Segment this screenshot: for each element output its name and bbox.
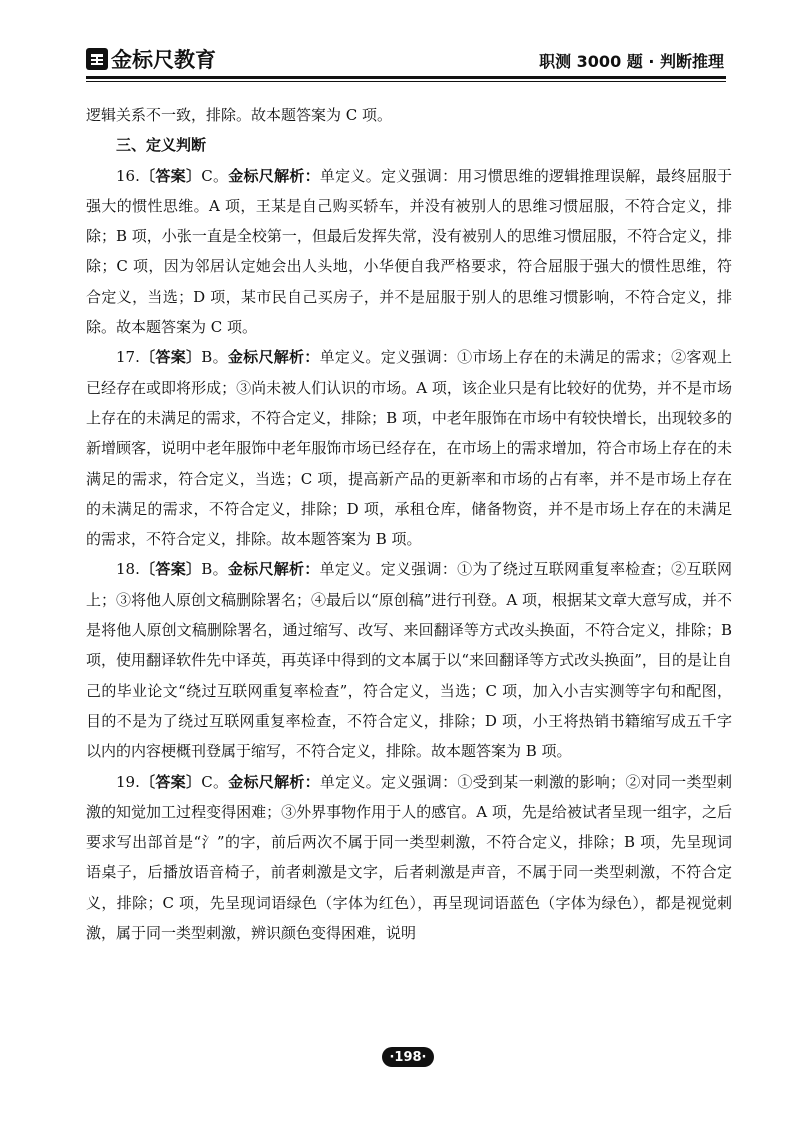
publisher-logo: [86, 46, 216, 72]
question-number: 18.: [116, 560, 140, 579]
page-number: ·198·: [382, 1047, 434, 1067]
question-number: 19.: [116, 772, 140, 791]
logo-text: 金标尺教育: [111, 48, 216, 72]
answer-value: C。: [201, 772, 229, 791]
answer-17: [86, 342, 732, 554]
analysis-text: 单定义。定义强调：①为了绕过互联网重复率检查；②互联网上；③将他人原创文稿删除署名；④最后以“原创稿”进行刊登。A 项，根据某文章大意写成，并不是将他人原创文稿删除署名，通过缩写、改写、来回翻译等方式改头换面，不符合定义，排除；B 项，使用翻译软件先中译英，再英译中得到的文本属于以“来回翻译等方式改头换面”，目的是让自己的毕业论文“绕过互联网重复率检查”，符合定义，当选；C 项，加入小吉实测等字句和配图，目的不是为了绕过互联网重复率检查，不符合定义，排除；D 项，小王将热销书籍缩写成五千字以内的内容梗概刊登属于缩写，不符合定义，排除。故本题答案为 B 项。: [86, 560, 732, 761]
answer-16: [86, 161, 732, 343]
analysis-text: 单定义。定义强调：①受到某一刺激的影响；②对同一类型刺激的知觉加工过程变得困难；③外界事物作用于人的感官。A 项，先是给被试者呈现一组字，之后要求写出部首是“氵”的字，前后两次不属于同一类型刺激，不符合定义，排除；B 项，先呈现词语桌子，后播放语音椅子，前者刺激是文字，后者刺激是声音，不属于同一类型刺激，不符合定义，排除；C 项，先呈现词语绿色（字体为红色），再呈现词语蓝色（字体为绿色），都是视觉刺激，属于同一类型刺激，辨识颜色变得困难，说明: [86, 772, 732, 943]
section-heading: 三、定义判断: [116, 136, 207, 155]
analysis-label: 金标尺解析：: [228, 166, 320, 185]
page-content: [86, 100, 732, 948]
answer-value: B。: [201, 348, 228, 367]
answer-label: 〔答案〕: [139, 560, 202, 579]
header-rule: [86, 76, 726, 79]
answer-value: B。: [201, 560, 228, 579]
analysis-text: 单定义。定义强调：用习惯思维的逻辑推理误解，最终屈服于强大的惯性思维。A 项，王某是自己购买轿车，并没有被别人的思维习惯屈服，不符合定义，排除；B 项，小张一直是全校第一，但最后发挥失常，没有被别人的思维习惯屈服，不符合定义，排除；C 项，因为邻居认定她会出人头地，小华便自我严格要求，符合屈服于强大的惯性思维，符合定义，当选；D 项，某市民自己买房子，并不是屈服于别人的思维习惯影响，不符合定义，排除。故本题答案为 C 项。: [86, 166, 732, 337]
answer-19: [86, 767, 732, 949]
page-header: [86, 40, 726, 80]
logo-ruler-icon: [86, 48, 108, 70]
question-number: 17.: [116, 348, 140, 367]
answer-label: 〔答案〕: [139, 348, 202, 367]
answer-18: [86, 554, 732, 766]
analysis-text: 单定义。定义强调：①市场上存在的未满足的需求；②客观上已经存在或即将形成；③尚未被人们认识的市场。A 项，该企业只是有比较好的优势，并不是市场上存在的未满足的需求，不符合定义，排除；B 项，中老年服饰在市场中有较快增长，出现较多的新增顾客，说明中老年服饰中老年服饰市场已经存在，在市场上的需求增加，符合市场上存在的未满足的需求，符合定义，当选；C 项，提高新产品的更新率和市场的占有率，并不是市场上存在的未满足的需求，不符合定义，排除；D 项，承租仓库，储备物资，并不是市场上存在的未满足的需求，不符合定义，排除。故本题答案为 B 项。: [86, 348, 732, 549]
analysis-label: 金标尺解析：: [227, 560, 320, 579]
answer-label: 〔答案〕: [139, 772, 202, 791]
book-title: 职测 3000 题 · 判断推理: [539, 52, 724, 71]
header-rule-thin: [86, 81, 726, 82]
analysis-label: 金标尺解析：: [228, 772, 320, 791]
question-number: 16.: [116, 166, 140, 185]
continued-paragraph: 逻辑关系不一致，排除。故本题答案为 C 项。: [86, 106, 393, 124]
analysis-label: 金标尺解析：: [227, 348, 320, 367]
answer-value: C。: [201, 166, 229, 185]
answer-label: 〔答案〕: [139, 166, 202, 185]
